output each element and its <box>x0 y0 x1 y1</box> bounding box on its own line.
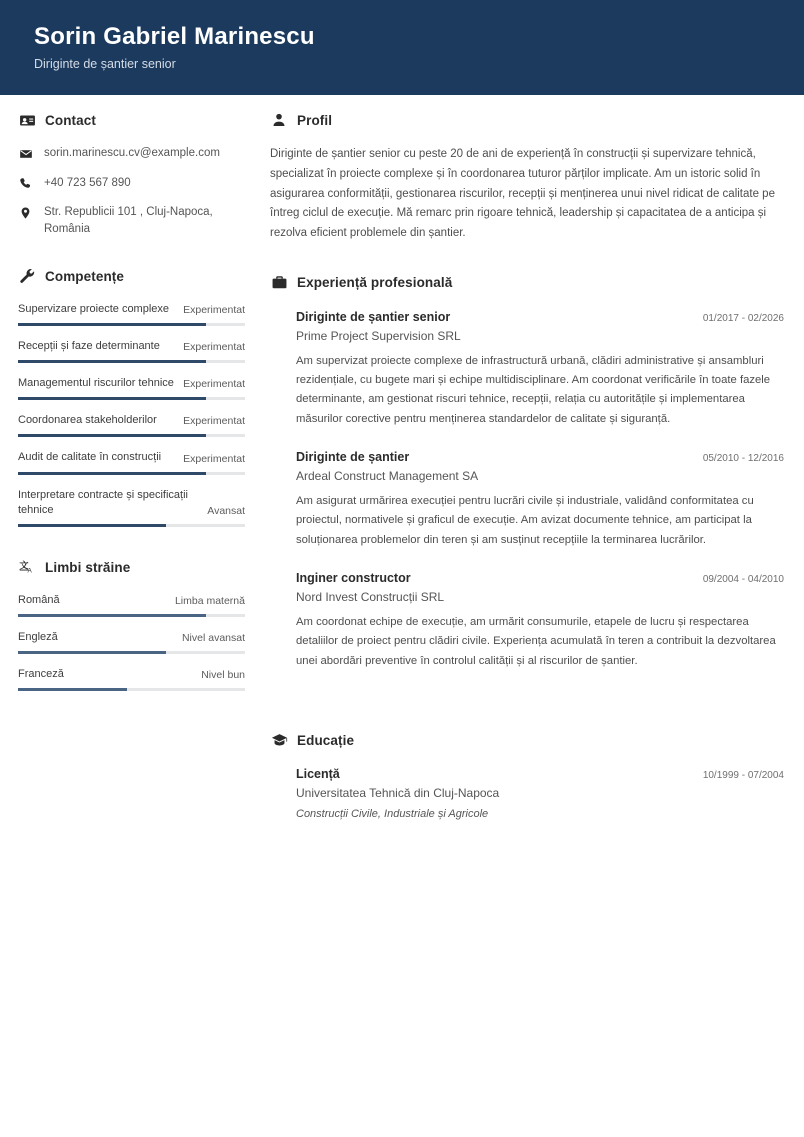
language-name: Engleză <box>18 631 58 644</box>
skill-item <box>18 376 245 400</box>
contact-phone-row[interactable] <box>18 175 245 192</box>
main-content <box>262 95 804 846</box>
contact-phone-value: +40 723 567 890 <box>44 176 131 189</box>
language-level: Nivel bun <box>201 669 245 682</box>
skill-level: Experimentat <box>183 303 245 316</box>
skill-item <box>18 302 245 326</box>
skills-list <box>18 302 245 527</box>
envelope-icon <box>18 145 33 161</box>
skill-progress-track <box>18 524 245 527</box>
language-progress-fill <box>18 651 166 654</box>
language-progress-track <box>18 614 245 617</box>
education-degree: Licență <box>296 767 340 782</box>
profile-section <box>270 111 784 244</box>
skill-progress-track <box>18 323 245 326</box>
contact-email-value: sorin.marinescu.cv@example.com <box>44 147 220 159</box>
skill-progress-fill <box>18 434 206 437</box>
profile-section-title: Profil <box>297 112 333 128</box>
education-field: Construcții Civile, Industriale și Agricole <box>296 807 489 820</box>
experience-role: Inginer constructor <box>296 571 411 586</box>
language-progress-fill <box>18 614 206 617</box>
experience-description: Am coordonat echipe de execuție, am urmărit consumurile, etapele de lucru și respectarea detaliilor de proiect pentru clădiri civile. Experiența acumulată în teren a contribuit la dezvoltarea unei abordări preventive în controlul calității și al riscurilor de șantier. <box>296 615 776 667</box>
experience-entry <box>270 448 784 550</box>
languages-section-title: Limbi străine <box>45 560 131 576</box>
sidebar <box>0 95 262 713</box>
contact-section-header <box>18 111 245 129</box>
experience-description: Am asigurat urmărirea execuției pentru lucrări civile și industriale, validând conformitatea cu proiectul, normativele și graficul de execuție. Am avizat documente tehnice, am participat la soluționarea problemelor din teren și am susținut recepțiile la terminarea lucrărilor. <box>296 494 754 546</box>
experience-section-title: Experiență profesională <box>297 275 453 291</box>
language-item <box>18 593 245 617</box>
skill-level: Experimentat <box>183 415 245 428</box>
language-name: Română <box>18 593 60 606</box>
experience-role: Diriginte de șantier senior <box>296 309 451 324</box>
svg-text:A: A <box>27 567 32 575</box>
skill-name: Interpretare contracte și specificații tehnice <box>18 488 188 516</box>
language-progress-track <box>18 651 245 654</box>
experience-organization: Ardeal Construct Management SA <box>296 469 479 484</box>
contact-email-row[interactable] <box>18 145 245 162</box>
contact-address-value: Str. Republicii 101 , Cluj-Napoca, România <box>44 206 213 236</box>
header-job-title: Diriginte de șantier senior <box>34 56 176 71</box>
languages-list <box>18 593 245 692</box>
language-level: Limba maternă <box>174 595 245 608</box>
education-section-title: Educație <box>297 732 355 748</box>
svg-text:文: 文 <box>18 560 29 571</box>
contact-section-title: Contact <box>45 112 96 128</box>
translate-icon <box>18 559 36 577</box>
experience-organization: Prime Project Supervision SRL <box>296 328 461 343</box>
education-section-header <box>270 731 784 749</box>
language-item <box>18 630 245 654</box>
skill-progress-fill <box>18 524 166 527</box>
skills-section-header <box>18 268 245 286</box>
education-dates: 10/1999 - 07/2004 <box>702 770 784 782</box>
languages-section <box>18 559 245 692</box>
skill-level: Experimentat <box>183 452 245 465</box>
briefcase-icon <box>270 274 288 292</box>
skill-item <box>18 413 245 437</box>
language-item <box>18 667 245 691</box>
skill-name: Managementul riscurilor tehnice <box>18 377 174 390</box>
skill-progress-track <box>18 397 245 400</box>
contact-list <box>18 145 245 238</box>
education-entry <box>270 765 784 823</box>
profile-section-header <box>270 111 784 129</box>
skill-progress-track <box>18 434 245 437</box>
skill-progress-fill <box>18 397 206 400</box>
phone-icon <box>18 175 33 191</box>
person-icon <box>270 111 288 129</box>
wrench-icon <box>18 268 36 286</box>
language-progress-fill <box>18 688 127 691</box>
languages-section-header <box>18 559 245 577</box>
experience-organization: Nord Invest Construcții SRL <box>296 590 445 605</box>
location-pin-icon <box>18 204 33 220</box>
experience-dates: 05/2010 - 12/2016 <box>702 453 784 465</box>
page-title: Sorin Gabriel Marinescu <box>34 23 315 51</box>
language-name: Franceză <box>18 668 64 681</box>
skills-section-title: Competențe <box>45 269 125 285</box>
contact-address-row[interactable] <box>18 204 245 237</box>
experience-description: Am supervizat proiecte complexe de infrastructură urbană, clădiri administrative și ansambluri rezidențiale, cu bugete mari și echipe multidisciplinare. Am coordonat verificările în toate fazele determinante, am gestionat riscuri tehnice, recepții, relația cu autoritățile și implementarea măsurilor corective pentru menținerea standardelor de calitate și siguranță. <box>296 354 771 425</box>
skill-name: Audit de calitate în construcții <box>18 451 162 464</box>
resume-header <box>0 0 804 95</box>
experience-role: Diriginte de șantier <box>296 450 410 465</box>
skill-progress-track <box>18 472 245 475</box>
skill-progress-fill <box>18 323 206 326</box>
graduation-cap-icon <box>270 731 288 749</box>
skill-progress-fill <box>18 472 206 475</box>
contact-card-icon <box>18 111 36 129</box>
skill-name: Coordonarea stakeholderilor <box>18 414 157 427</box>
experience-entry <box>270 308 784 429</box>
profile-text: Diriginte de șantier senior cu peste 20 de ani de experiență în construcții și supervizare tehnică, specializat în proiecte complexe și în coordonarea tuturor părților implicate. Am un istoric solid în asigurarea conformității, gestionarea riscurilor, recepții și menținerea unui nivel ridicat de calitate pe întreg ciclul de execuție. Mă remarc prin rigoare tehnică, leadership și capacitatea de a anticipa și rezolva eficient problemele din șantier. <box>270 148 775 240</box>
skills-section <box>18 268 245 527</box>
skill-item <box>18 450 245 474</box>
resume-body <box>0 95 804 846</box>
skill-level: Experimentat <box>183 341 245 354</box>
experience-entry <box>270 569 784 671</box>
skill-name: Recepții și faze determinante <box>18 339 160 352</box>
experience-dates: 01/2017 - 02/2026 <box>702 312 784 324</box>
experience-dates: 09/2004 - 04/2010 <box>702 574 784 586</box>
education-institution: Universitatea Tehnică din Cluj-Napoca <box>296 786 500 801</box>
language-progress-track <box>18 688 245 691</box>
contact-section <box>18 111 245 238</box>
skill-item <box>18 339 245 363</box>
skill-level: Experimentat <box>183 378 245 391</box>
language-level: Nivel avansat <box>181 632 245 645</box>
skill-item <box>18 488 245 527</box>
skill-progress-fill <box>18 360 206 363</box>
experience-section <box>270 274 784 671</box>
skill-level: Avansat <box>207 504 245 517</box>
education-section <box>270 731 784 823</box>
experience-section-header <box>270 274 784 292</box>
skill-progress-track <box>18 360 245 363</box>
skill-name: Supervizare proiecte complexe <box>18 302 170 315</box>
